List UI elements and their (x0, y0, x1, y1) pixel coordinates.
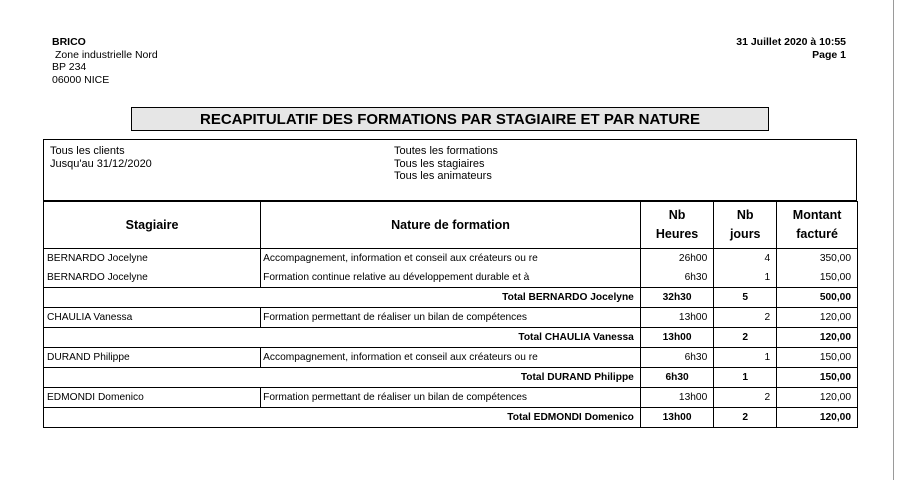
cell-jours: 1 (714, 348, 777, 368)
table-row (44, 249, 858, 269)
report-meta (736, 36, 846, 61)
total-jours: 5 (714, 288, 777, 308)
table-row (44, 388, 858, 408)
table-row (44, 348, 858, 368)
cell-jours: 2 (714, 308, 777, 328)
cell-nature: Formation continue relative au développement durable et à (261, 268, 641, 288)
total-label: Total BERNARDO Jocelyne (44, 288, 641, 308)
cell-heures: 13h00 (640, 308, 713, 328)
cell-nature: Formation permettant de réaliser un bilan de compétences (261, 388, 641, 408)
total-row (44, 288, 858, 308)
company-address-line: Zone industrielle Nord (55, 48, 158, 61)
filter-animateurs: Tous les animateurs (394, 170, 492, 182)
table-header-row (44, 202, 858, 249)
total-heures: 32h30 (640, 288, 713, 308)
company-address-line: BP 234 (52, 61, 87, 73)
header-stagiaire: Stagiaire (44, 202, 261, 249)
cell-nature: Formation permettant de réaliser un bilan de compétences (261, 308, 641, 328)
cell-nature: Accompagnement, information et conseil aux créateurs ou re (261, 249, 641, 269)
total-jours: 2 (714, 328, 777, 348)
company-name: BRICO (52, 36, 86, 48)
report-datetime: 31 Juillet 2020 à 10:55 (736, 36, 846, 48)
table-row (44, 308, 858, 328)
company-address-line: 06000 NICE (52, 73, 110, 86)
filter-clients: Tous les clients (50, 145, 125, 157)
cell-nature: Accompagnement, information et conseil aux créateurs ou re (261, 348, 641, 368)
report-title: RECAPITULATIF DES FORMATIONS PAR STAGIAIRE ET PAR NATURE (131, 107, 769, 131)
cell-jours: 4 (714, 249, 777, 269)
total-row (44, 368, 858, 388)
total-montant: 120,00 (777, 408, 858, 428)
total-montant: 120,00 (777, 328, 858, 348)
table-body (44, 249, 858, 428)
cell-stagiaire: EDMONDI Domenico (44, 388, 261, 408)
cell-montant: 120,00 (777, 308, 858, 328)
filter-summary (43, 139, 857, 201)
total-heures: 6h30 (640, 368, 713, 388)
cell-montant: 150,00 (777, 268, 858, 288)
table-row (44, 268, 858, 288)
cell-stagiaire: BERNARDO Jocelyne (44, 268, 261, 288)
total-row (44, 408, 858, 428)
total-jours: 2 (714, 408, 777, 428)
page-number: Page 1 (812, 48, 846, 61)
total-label: Total DURAND Philippe (44, 368, 641, 388)
cell-heures: 26h00 (640, 249, 713, 269)
total-heures: 13h00 (640, 328, 713, 348)
filter-stagiaires: Tous les stagiaires (394, 157, 485, 170)
filter-right (394, 145, 498, 183)
cell-montant: 350,00 (777, 249, 858, 269)
cell-heures: 6h30 (640, 348, 713, 368)
cell-montant: 120,00 (777, 388, 858, 408)
cell-heures: 13h00 (640, 388, 713, 408)
cell-montant: 150,00 (777, 348, 858, 368)
total-heures: 13h00 (640, 408, 713, 428)
filter-formations: Toutes les formations (394, 145, 498, 157)
total-montant: 150,00 (777, 368, 858, 388)
total-row (44, 328, 858, 348)
cell-heures: 6h30 (640, 268, 713, 288)
cell-jours: 2 (714, 388, 777, 408)
cell-stagiaire: CHAULIA Vanessa (44, 308, 261, 328)
training-table (43, 201, 858, 428)
header-heures: Nb Heures (640, 202, 713, 249)
filter-date: Jusqu'au 31/12/2020 (50, 157, 152, 170)
company-block (52, 36, 158, 86)
cell-stagiaire: BERNARDO Jocelyne (44, 249, 261, 269)
total-jours: 1 (714, 368, 777, 388)
header-jours: Nb jours (714, 202, 777, 249)
total-label: Total EDMONDI Domenico (44, 408, 641, 428)
filter-left (50, 145, 152, 170)
total-montant: 500,00 (777, 288, 858, 308)
header-nature: Nature de formation (261, 202, 641, 249)
total-label: Total CHAULIA Vanessa (44, 328, 641, 348)
header-montant: Montant facturé (777, 202, 858, 249)
cell-jours: 1 (714, 268, 777, 288)
cell-stagiaire: DURAND Philippe (44, 348, 261, 368)
